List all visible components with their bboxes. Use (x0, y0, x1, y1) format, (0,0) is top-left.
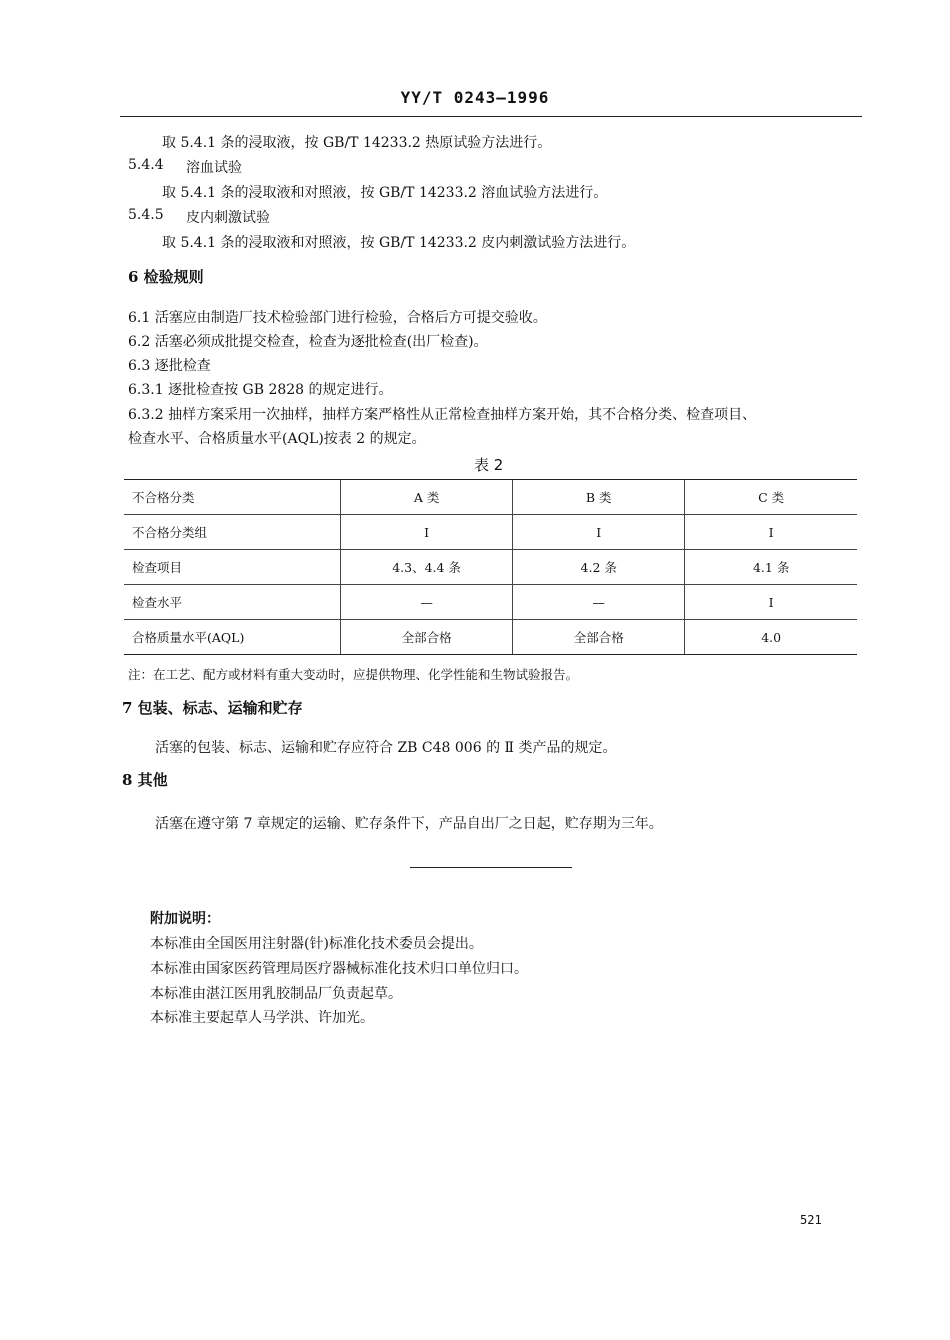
clause-5-4-5-title: 皮内刺激试验 (186, 210, 270, 226)
table-row (124, 480, 857, 515)
end-rule (410, 867, 572, 868)
appendix-title: 附加说明： (150, 911, 220, 927)
cell-a: A 类 (341, 480, 513, 515)
cell-b: — (513, 585, 685, 620)
row-label: 合格质量水平(AQL) (124, 620, 341, 655)
clause-6-3-2-line1: 6.3.2 抽样方案采用一次抽样，抽样方案严格性从正常检查抽样方案开始，其不合格分类、检查项目、 (128, 407, 757, 423)
section-8-text: 活塞在遵守第 7 章规定的运输、贮存条件下，产品自出厂之日起，贮存期为三年。 (155, 816, 663, 832)
row-label: 不合格分类组 (124, 515, 341, 550)
cell-b: 4.2 条 (513, 550, 685, 585)
row-label: 检查水平 (124, 585, 341, 620)
clause-5-4-4-title: 溶血试验 (186, 160, 242, 176)
clause-6-1: 6.1 活塞应由制造厂技术检验部门进行检验，合格后方可提交验收。 (128, 310, 547, 326)
clause-5-4-3-text: 取 5.4.1 条的浸取液，按 GB/T 14233.2 热原试验方法进行。 (162, 135, 552, 151)
cell-c: I (685, 585, 857, 620)
appendix-line: 本标准由湛江医用乳胶制品厂负责起草。 (150, 986, 402, 1002)
cell-a: 4.3、4.4 条 (341, 550, 513, 585)
table-2-caption: 表 2 (474, 456, 504, 474)
cell-c: 4.1 条 (685, 550, 857, 585)
cell-a: — (341, 585, 513, 620)
cell-b: B 类 (513, 480, 685, 515)
section-7-heading: 7 包装、标志、运输和贮存 (122, 699, 303, 717)
clause-6-2: 6.2 活塞必须成批提交检查，检查为逐批检查(出厂检查)。 (128, 334, 488, 350)
cell-b: 全部合格 (513, 620, 685, 655)
table-row (124, 620, 857, 655)
clause-6-3-1: 6.3.1 逐批检查按 GB 2828 的规定进行。 (128, 382, 393, 398)
clause-5-4-5-text: 取 5.4.1 条的浸取液和对照液，按 GB/T 14233.2 皮内刺激试验方法进行。 (162, 235, 636, 251)
table-2 (124, 479, 857, 655)
cell-a: I (341, 515, 513, 550)
clause-5-4-4-number: 5.4.4 (128, 157, 164, 173)
row-label: 不合格分类 (124, 480, 341, 515)
cell-b: I (513, 515, 685, 550)
appendix-line: 本标准主要起草人马学洪、许加光。 (150, 1010, 374, 1026)
table-row (124, 550, 857, 585)
section-6-heading: 6 检验规则 (128, 268, 204, 286)
table-row (124, 585, 857, 620)
cell-c: 4.0 (685, 620, 857, 655)
section-7-text: 活塞的包装、标志、运输和贮存应符合 ZB C48 006 的 Ⅱ 类产品的规定。 (155, 740, 617, 756)
clause-5-4-5-number: 5.4.5 (128, 207, 164, 223)
appendix-line: 本标准由国家医药管理局医疗器械标准化技术归口单位归口。 (150, 961, 528, 977)
header-rule (120, 116, 862, 117)
section-8-heading: 8 其他 (122, 771, 168, 789)
page-number: 521 (800, 1213, 822, 1227)
table-row (124, 515, 857, 550)
clause-6-3: 6.3 逐批检查 (128, 358, 211, 374)
cell-c: I (685, 515, 857, 550)
standard-number-header: YY/T 0243—1996 (400, 88, 550, 107)
row-label: 检查项目 (124, 550, 341, 585)
table-2-note: 注：在工艺、配方或材料有重大变动时，应提供物理、化学性能和生物试验报告。 (128, 667, 579, 682)
clause-5-4-4-text: 取 5.4.1 条的浸取液和对照液，按 GB/T 14233.2 溶血试验方法进行。 (162, 185, 608, 201)
cell-c: C 类 (685, 480, 857, 515)
appendix-line: 本标准由全国医用注射器(针)标准化技术委员会提出。 (150, 936, 483, 952)
cell-a: 全部合格 (341, 620, 513, 655)
clause-6-3-2-line2: 检查水平、合格质量水平(AQL)按表 2 的规定。 (128, 431, 426, 447)
